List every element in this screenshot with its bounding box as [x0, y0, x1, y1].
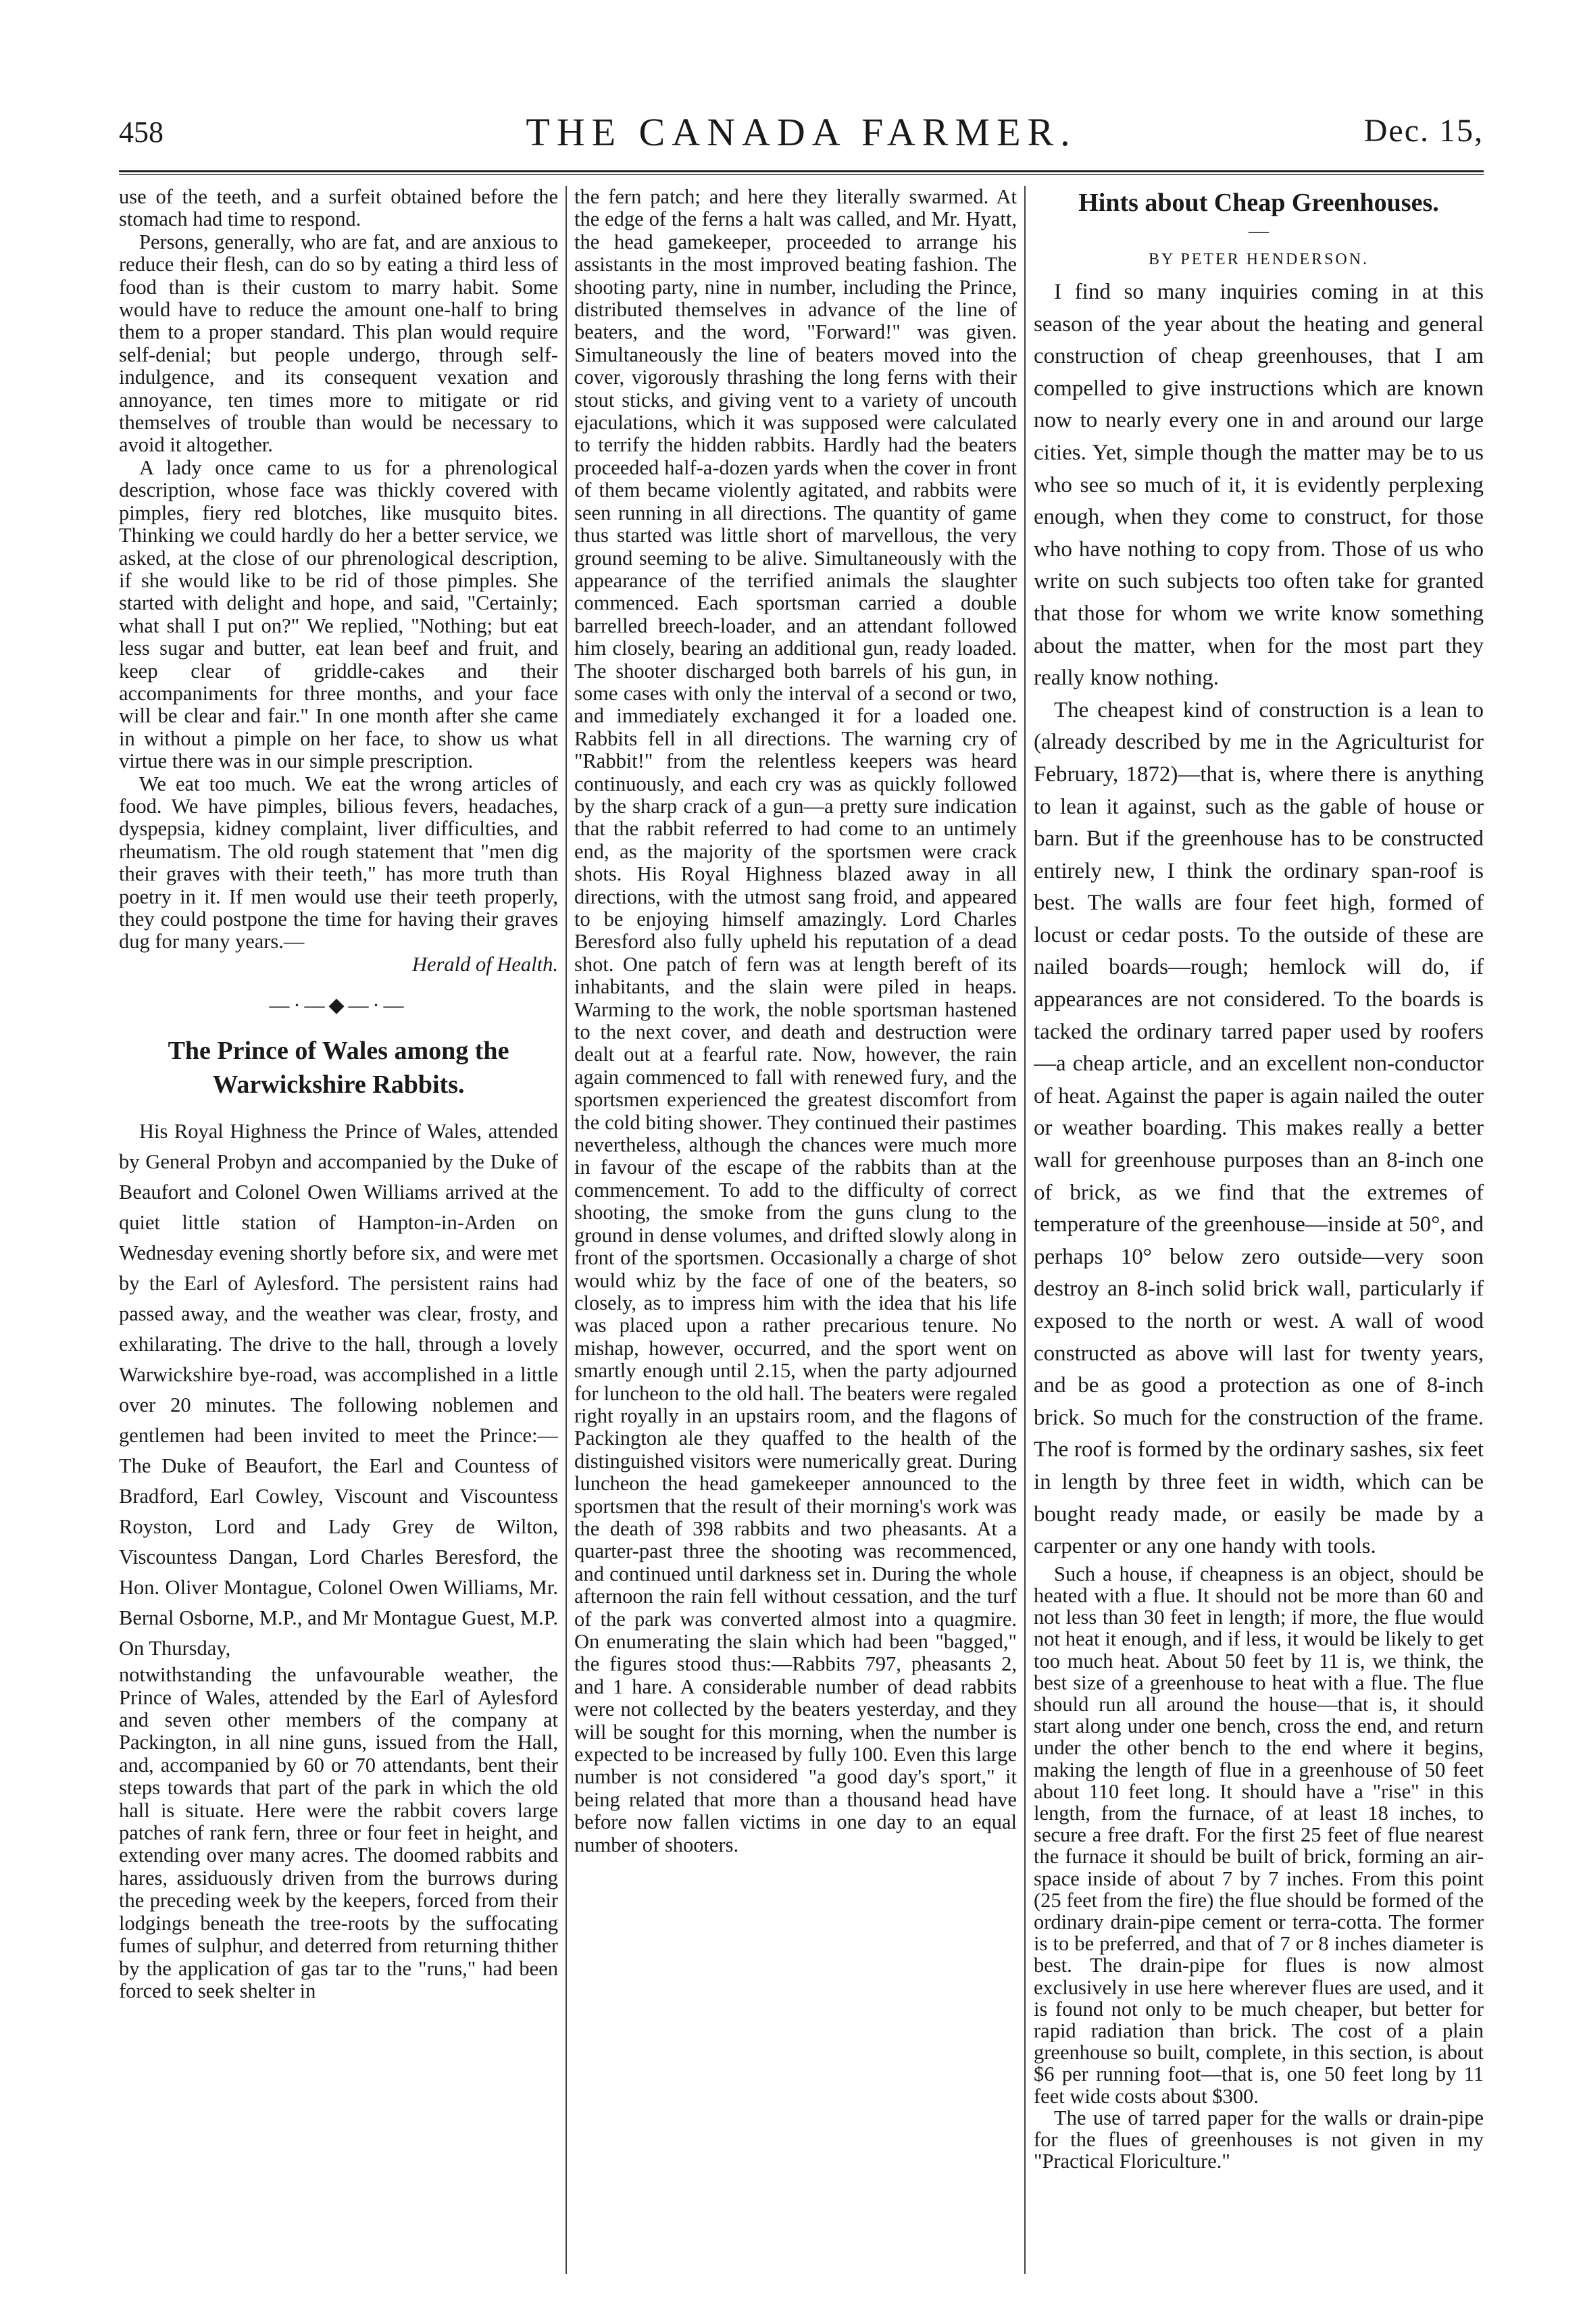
column-divider: [1024, 186, 1026, 2274]
paragraph: The use of tarred paper for the walls or drain-pipe for the flues of greenhouses is not given in my "Practical Floriculture.": [1034, 2106, 1484, 2173]
article-title: Hints about Cheap Greenhouses.: [1078, 189, 1439, 217]
header-rule-thin: [119, 174, 1484, 175]
page-header: [119, 109, 1484, 164]
column-divider: [566, 186, 567, 2274]
paragraph: The cheapest kind of construction is a lean to (already described by me in the Agriculturist for February, 1872)—that is, where there is anything to lean it against, such as the gable of house or barn. But if the greenhouse has to be constructed entirely new, I think the ordinary span-roof is best. The walls are four feet high, formed of locust or cedar posts. To the outside of these are nailed boards—rough; hemlock will do, if appearances are not considered. To the boards is tacked the ordinary tarred paper used by roofers—a cheap article, and an excellent non-conductor of heat. Against the paper is again nailed the outer or weather boarding. This makes really a better wall for greenhouse purposes than an 8-inch one of brick, as we find that the extremes of temperature of the greenhouse—inside at 50°, and perhaps 10° below zero outside—very soon destroy an 8-inch solid brick wall, particularly if exposed to the north or west. A wall of wood constructed as above will last for twenty years, and be as good a protection as one of 8-inch brick. So much for the construction of the frame. The roof is formed by the ordinary sashes, six feet in length by three feet in width, which can be bought ready made, or easily be made by a carpenter or any one handy with tools.: [1034, 697, 1484, 1559]
paragraph: A lady once came to us for a phrenological description, whose face was thickly covered with pimples, fiery red blotches, like musquito bites. Thinking we could hardly do her a better service, we asked, at the close of our phrenological description, if she would like to be rid of those pimples. She started with delight and hope, and said, "Certainly; what shall I put on?" We replied, "Nothing; but eat less sugar and butter, eat lean beef and fruit, and keep clear of griddle-cakes and their accompaniments for three months, and your face will be clear and fair." In one month after she came in without a pimple on her face, to show us what virtue there was in our simple prescription.: [119, 455, 558, 773]
page-number: 458: [119, 116, 164, 149]
byline: BY PETER HENDERSON.: [1148, 251, 1370, 268]
masthead-title: THE CANADA FARMER.: [526, 110, 1077, 154]
source-credit: [119, 954, 558, 976]
column-1: [119, 186, 558, 2274]
paragraph: use of the teeth, and a surfeit obtained before the stomach had time to respond.: [119, 186, 558, 231]
issue-date: Dec. 15,: [1363, 113, 1484, 149]
paragraph: I find so many inquiries coming in at this season of the year about the heating and general construction of cheap greenhouses, that I am compelled to give instructions which are known now to nearly every one in and around our large cities. Yet, simple though the matter may be to us who see so much of it, it is evidently perplexing enough, when they come to construct, for those who have nothing to copy from. Those of us who write on such subjects too often take for granted that those for whom we write know something about the matter, when for the most part they really know nothing.: [1034, 280, 1484, 691]
paragraph: Persons, generally, who are fat, and are anxious to reduce their flesh, can do so by eating a third less of food than is their custom to marry habit. Some would have to reduce the amount one-half to bring them to a proper standard. This plan would require self-denial; but people undergo, through self-indulgence, and its consequent vexation and annoyance, ten times more to mitigate or rid themselves of trouble than would be necessary to avoid it altogether.: [119, 230, 558, 457]
paragraph: notwithstanding the unfavourable weather, the Prince of Wales, attended by the Earl of Aylesford and seven other members of the company at Packington, in all nine guns, issued from the Hall, and, accompanied by 60 or 70 attendants, bent their steps towards that part of the park in which the old hall is situate. Here were the rabbit covers large patches of rank fern, three or four feet in height, and extending over many acres. The doomed rabbits and hares, assiduously driven from the burrows during the preceding week by the keepers, forced from their lodgings beneath the tree-roots by the suffocating fumes of sulphur, and deterred from returning thither by the application of gas tar to the "runs," had been forced to seek shelter in: [119, 1663, 558, 2002]
paragraph: Such a house, if cheapness is an object, should be heated with a flue. It should not be more than 60 and not less than 30 feet in length; if more, the flue would not heat it enough, and if less, it would be likely to get too much heat. About 50 feet by 11 is, we think, the best size of a greenhouse to heat with a flue. The flue should run all around the house—that is, it should start along under one bench, cross the end, and return under the other bench to the end where it begins, making the length of flue in a greenhouse of 50 feet about 110 feet long. It should have a "rise" in this length, from the furnace, of at least 18 inches, to secure a free draft. For the first 25 feet of flue nearest the furnace it should be built of brick, forming an air-space inside of about 7 by 7 inches. From this point (25 feet from the fire) the flue should be formed of the ordinary drain-pipe cement or terra-cotta. The former is to be preferred, and that of 7 or 8 inches diameter is best. The drain-pipe for flues is now almost exclusively in use here wherever flues are used, and it is found not only to be much cheaper, but better for rapid radiation than brick. The cost of a plain greenhouse so built, complete, in this section, is about $6 per running foot—that is, one 50 feet long by 11 feet wide costs about $300.: [1034, 1562, 1484, 2108]
section-ornament: —·—◆—·—: [269, 994, 408, 1017]
column-3: [1034, 186, 1484, 2274]
article-title: The Prince of Wales among the Warwickshire Rabbits.: [168, 1037, 509, 1099]
paragraph: the fern patch; and here they literally swarmed. At the edge of the ferns a halt was called, and Mr. Hyatt, the head gamekeeper, proceeded to arrange his assistants in the most improved beating fashion. The shooting party, nine in number, including the Prince, distributed themselves in advance of the line of beaters, and the word, "Forward!" was given. Simultaneously the line of beaters moved into the cover, vigorously thrashing the long ferns with their stout sticks, and giving vent to a variety of uncouth ejaculations, which it was supposed were calculated to terrify the hidden rabbits. Hardly had the beaters proceeded half-a-dozen yards when the cover in front of them became violently agitated, and rabbits were seen running in all directions. The quantity of game thus started was little short of marvellous, the very ground seeming to be alive. Simultaneously with the appearance of the terrified animals the slaughter commenced. Each sportsman carried a double barrelled breech-loader, and an attendant followed him closely, bearing an additional gun, ready loaded. The shooter discharged both barrels of his gun, in some cases with only the interval of a second or two, and immediately exchanged it for a loaded one. Rabbits fell in all directions. The warning cry of "Rabbit!" from the relentless keepers was heard continuously, and each cry was as quickly followed by the sharp crack of a gun—a pretty sure indication that the rabbit referred to had come to an untimely end, as the majority of the sportsmen were crack shots. His Royal Highness blazed away in all directions, with the utmost sang froid, and appeared to be enjoying himself amazingly. Lord Charles Beresford also fully upheld his reputation of a dead shot. One patch of fern was at length bereft of its inhabitants, and the slain were piled in heaps. Warming to the work, the noble sportsman hastened to the next cover, and death and destruction were dealt out at a fearful rate. Now, however, the rain again commenced to fall with renewed fury, and the sportsmen experienced the greatest discomfort from the cold biting shower. They continued their pastimes nevertheless, although the chances were much more in favour of the escape of the rabbits than at the commencement. To add to the difficulty of correct shooting, the smoke from the guns clung to the ground in dense volumes, and drifted slowly along in front of the sportsmen. Occasionally a charge of shot would whiz by the face of one of the beaters, so closely, as to impress him with the idea that his life was placed upon a rather precarious tenure. No mishap, however, occurred, and the sport went on smartly enough until 2.15, when the party adjourned for luncheon to the old hall. The beaters were regaled right royally in an upstairs room, and the flagons of Packington ale they quaffed to the health of the distinguished visitors were numerically great. During luncheon the head gamekeeper announced to the sportsmen that the result of their morning's work was the death of 398 rabbits and two pheasants. At a quarter-past three the shooting was recommenced, and continued until darkness set in. During the whole afternoon the rain fell without cessation, and the turf of the park was converted almost into a quagmire. On enumerating the slain which had been "bagged," the figures stood thus:—Rabbits 797, pheasants 2, and 1 hare. A considerable number of dead rabbits were not collected by the beaters yesterday, and they will be sought for this morning, when the number is expected to be increased by fully 100. Even this large number is not considered "a good day's sport," it being related that more than a thousand head have before now fallen victims in one day to an equal number of shooters.: [574, 186, 1017, 1856]
source-name: Herald of Health.: [411, 952, 558, 976]
title-dash: —: [1249, 220, 1269, 242]
paragraph: We eat too much. We eat the wrong articles of food. We have pimples, bilious fevers, headaches, dyspepsia, kidney complaint, liver difficulties, and rheumatism. The old rough statement that "men dig their graves with their teeth," has more truth than poetry in it. If men would use their teeth properly, they could postpone the time for having their graves dug for many years.—: [119, 772, 558, 954]
header-rule: [119, 170, 1484, 172]
column-2: [574, 186, 1017, 2274]
paragraph: His Royal Highness the Prince of Wales, attended by General Probyn and accompanied by the Duke of Beaufort and Colonel Owen Williams arrived at the quiet little station of Hampton-in-Arden on Wednesday evening shortly before six, and were met by the Earl of Aylesford. The persistent rains had passed away, and the weather was clear, frosty, and exhilarating. The drive to the hall, through a lovely Warwickshire bye-road, was accomplished in a little over 20 minutes. The following noblemen and gentlemen had been invited to meet the Prince:—The Duke of Beaufort, the Earl and Countess of Bradford, Earl Cowley, Viscount and Viscountess Royston, Lord and Lady Grey de Wilton, Viscountess Dangan, Lord Charles Beresford, the Hon. Oliver Montague, Colonel Owen Williams, Mr. Bernal Osborne, M.P., and Mr Montague Guest, M.P. On Thursday,: [119, 1120, 558, 1660]
